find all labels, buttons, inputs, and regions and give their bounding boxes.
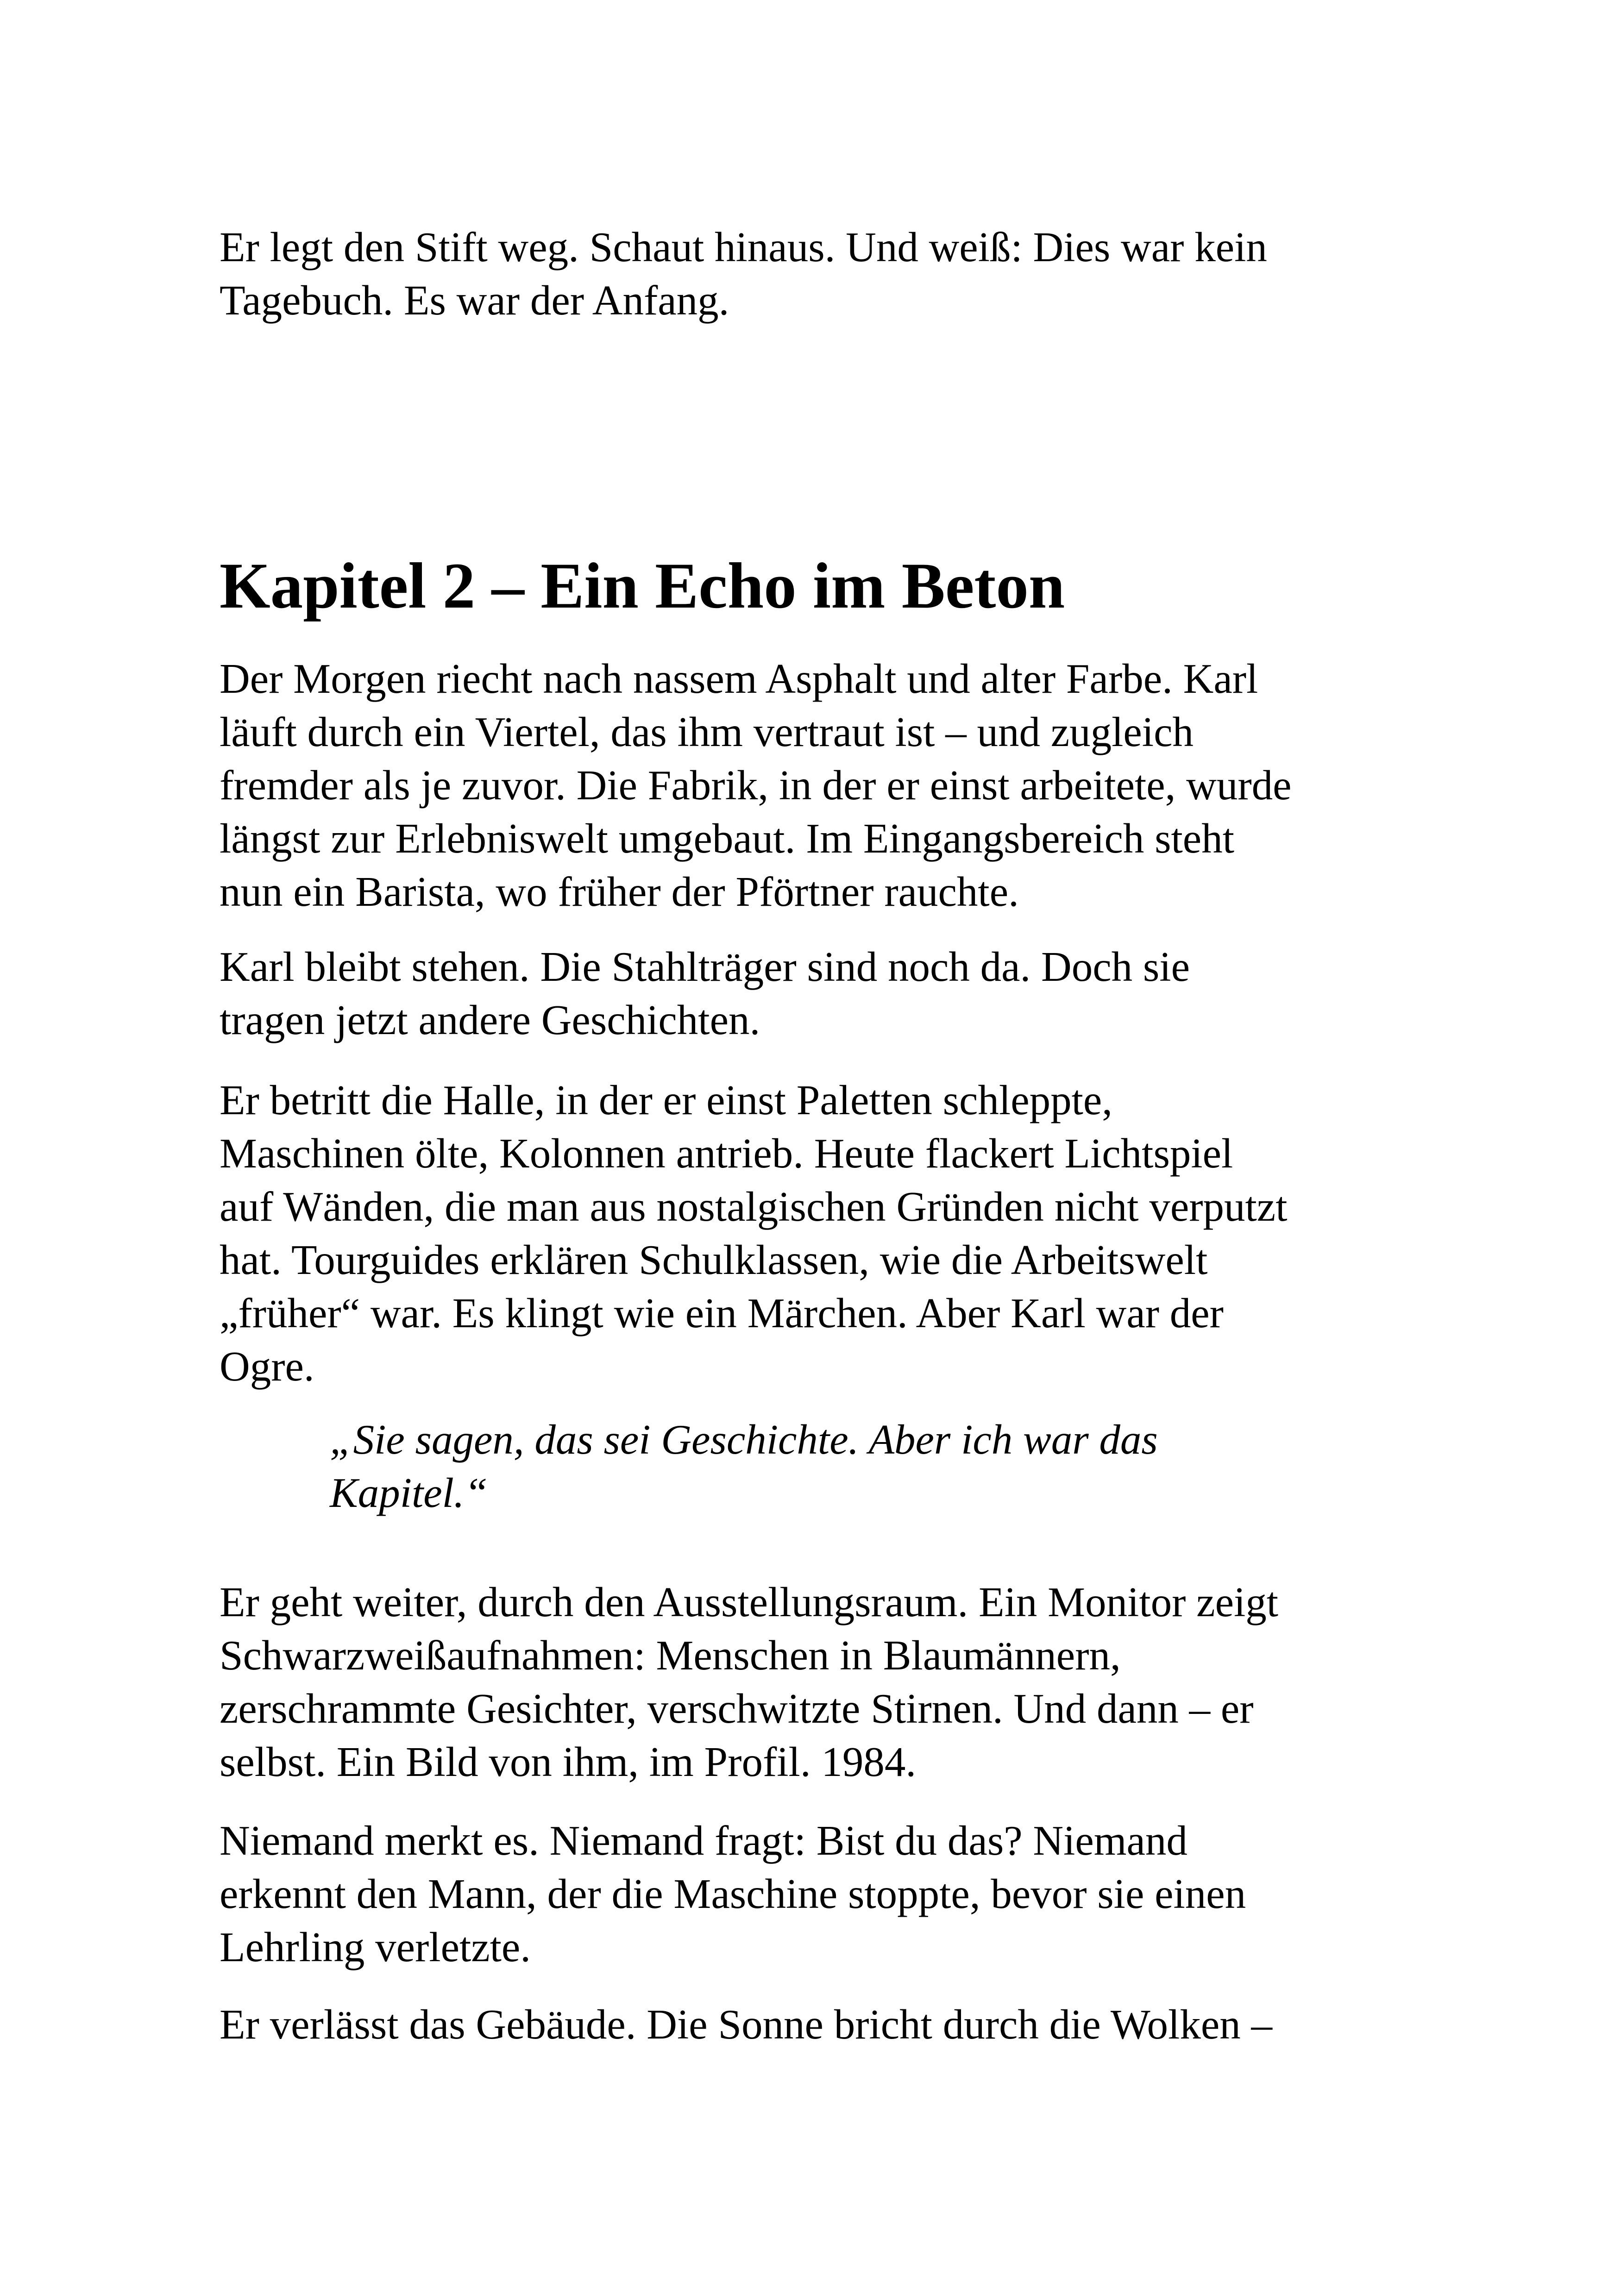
paragraph-hall [220,1073,1470,1393]
text-line: hat. Tourguides erklären Schulklassen, wie die Arbeitswelt [220,1236,1208,1283]
paragraph-exhibition [220,1575,1470,1788]
text-line: Er betritt die Halle, in der er einst Paletten schleppte, [220,1077,1113,1123]
text-line: Er verlässt das Gebäude. Die Sonne bricht durch die Wolken – [220,2001,1272,2048]
text-line: Er legt den Stift weg. Schaut hinaus. Und weiß: Dies war kein [220,224,1267,270]
quote-line: „Sie sagen, das sei Geschichte. Aber ich war das [330,1416,1158,1463]
text-line: Lehrling verletzte. [220,1924,531,1970]
text-line: Ogre. [220,1343,314,1390]
paragraph-leaves-building [220,1998,1470,2051]
text-line: tragen jetzt andere Geschichten. [220,997,760,1043]
paragraph-morning [220,652,1470,918]
text-line: Tagebuch. Es war der Anfang. [220,277,729,324]
text-line: zerschrammte Gesichter, verschwitzte Stirnen. Und dann – er [220,1685,1254,1732]
block-quote [330,1413,1580,1519]
text-line: nun ein Barista, wo früher der Pförtner rauchte. [220,868,1019,915]
text-line: längst zur Erlebniswelt umgebaut. Im Eingangsbereich steht [220,815,1234,862]
text-line: fremder als je zuvor. Die Fabrik, in der er einst arbeitete, wurde [220,762,1292,809]
text-line: Maschinen ölte, Kolonnen antrieb. Heute flackert Lichtspiel [220,1130,1233,1177]
text-line: erkennt den Mann, der die Maschine stoppte, bevor sie einen [220,1870,1246,1917]
quote-line: Kapitel.“ [330,1469,488,1516]
text-line: Karl bleibt stehen. Die Stahlträger sind noch da. Doch sie [220,943,1190,990]
intro-paragraph [220,220,1470,327]
text-line: Schwarzweißaufnahmen: Menschen in Blaumännern, [220,1632,1121,1679]
paragraph-steel-beams [220,940,1470,1047]
chapter-heading: Kapitel 2 – Ein Echo im Beton [220,550,1065,622]
text-line: selbst. Ein Bild von ihm, im Profil. 1984. [220,1738,917,1785]
text-line: auf Wänden, die man aus nostalgischen Gründen nicht verputzt [220,1183,1288,1230]
text-line: läuft durch ein Viertel, das ihm vertraut ist – und zugleich [220,709,1194,755]
paragraph-nobody-notices [220,1814,1470,1974]
text-line: Der Morgen riecht nach nassem Asphalt und alter Farbe. Karl [220,655,1258,702]
text-line: „früher“ war. Es klingt wie ein Märchen. Aber Karl war der [220,1290,1224,1336]
text-line: Niemand merkt es. Niemand fragt: Bist du das? Niemand [220,1817,1187,1864]
text-line: Er geht weiter, durch den Ausstellungsraum. Ein Monitor zeigt [220,1579,1279,1625]
